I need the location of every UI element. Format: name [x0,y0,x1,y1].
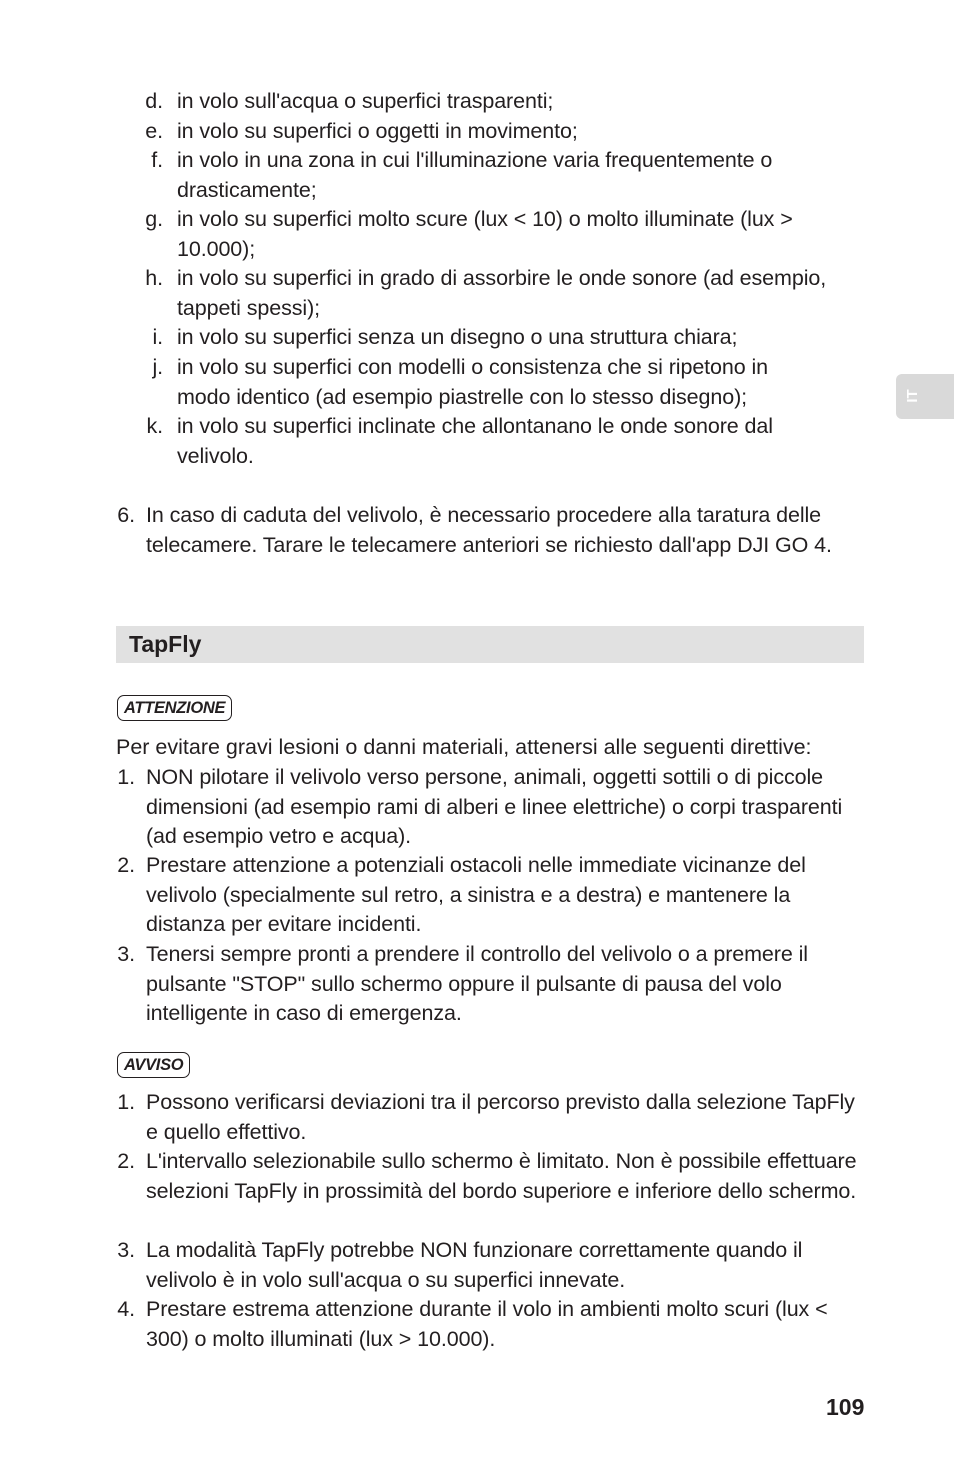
list-marker: 3. [117,942,135,966]
warning-intro: Per evitare gravi lesioni o danni materiali, attenersi alle seguenti direttive: [116,735,812,759]
warning-item-2 [115,851,865,940]
list-text: in volo sull'acqua o superfici trasparenti; [177,89,554,113]
list-item-e [145,117,845,147]
list-item-d [145,87,845,117]
notice-badge: AVVISO [117,1052,190,1078]
list-text: La modalità TapFly potrebbe NON funzionare correttamente quando il velivolo è in volo sull'acqua o su superfici innevate. [146,1238,803,1292]
list-text: Prestare estrema attenzione durante il volo in ambienti molto scuri (lux < 300) o molto illuminati (lux > 10.000). [146,1297,828,1351]
warning-item-3 [115,940,865,1029]
list-text: in volo su superfici in grado di assorbire le onde sonore (ad esempio, tappeti spessi); [177,266,827,320]
list-text: L'intervallo selezionabile sullo schermo è limitato. Non è possibile effettuare selezioni TapFly in prossimità del bordo superiore e inferiore dello schermo. [146,1149,857,1203]
list-text: in volo in una zona in cui l'illuminazione varia frequentemente o drasticamente; [177,148,773,202]
list-marker: 1. [117,1090,135,1114]
notice-item-1 [115,1088,865,1147]
list-marker: i. [152,325,163,349]
list-item-h [145,264,845,323]
page-number: 109 [826,1394,865,1420]
list-text: Prestare attenzione a potenziali ostacoli nelle immediate vicinanze del velivolo (specialmente sul retro, a sinistra e a destra) e mantenere la distanza per evitare incidenti. [146,853,806,937]
list-item-6 [115,501,835,560]
list-marker: f. [151,148,163,172]
list-marker: 4. [117,1297,135,1321]
section-title: TapFly [129,631,202,657]
list-text: NON pilotare il velivolo verso persone, animali, oggetti sottili o di piccole dimensioni (ad esempio rami di alberi e linee elettriche) o corpi trasparenti (ad esempio vetro e acqua). [146,765,843,849]
list-marker: 3. [117,1238,135,1262]
list-marker: k. [146,414,163,438]
notice-item-2 [115,1147,865,1206]
list-item-j [145,353,825,412]
list-text: In caso di caduta del velivolo, è necessario procedere alla taratura delle telecamere. Tarare le telecamere anteriori se richiesto dall'app DJI GO 4. [146,503,832,557]
list-marker: h. [145,266,163,290]
list-text: in volo su superfici con modelli o consistenza che si ripetono in modo identico (ad esempio piastrelle con lo stesso disegno); [177,355,769,409]
list-text: in volo su superfici molto scure (lux < 10) o molto illuminate (lux > 10.000); [177,207,793,261]
notice-item-3 [115,1236,865,1295]
list-item-i [145,323,845,353]
list-marker: 1. [117,765,135,789]
list-text: in volo su superfici senza un disegno o una struttura chiara; [177,325,738,349]
list-marker: 2. [117,853,135,877]
list-item-k [145,412,845,471]
list-marker: g. [145,207,163,231]
list-marker: e. [145,119,163,143]
notice-item-4 [115,1295,835,1354]
list-text: in volo su superfici inclinate che allontanano le onde sonore dal velivolo. [177,414,773,468]
warning-item-1 [115,763,865,852]
language-tab-label: IT [904,389,921,403]
list-marker: d. [145,89,163,113]
list-item-f [145,146,845,205]
list-item-g [145,205,845,264]
list-text: Tenersi sempre pronti a prendere il controllo del velivolo o a premere il pulsante "STOP" sullo schermo oppure il pulsante di pausa del volo intelligente in caso di emergenza. [146,942,808,1026]
list-marker: 2. [117,1149,135,1173]
list-marker: 6. [117,503,135,527]
list-text: in volo su superfici o oggetti in movimento; [177,119,578,143]
warning-badge: ATTENZIONE [117,695,232,721]
language-tab [896,374,954,419]
section-header [116,626,864,663]
list-text: Possono verificarsi deviazioni tra il percorso previsto dalla selezione TapFly e quello effettivo. [146,1090,855,1144]
list-marker: j. [152,355,163,379]
